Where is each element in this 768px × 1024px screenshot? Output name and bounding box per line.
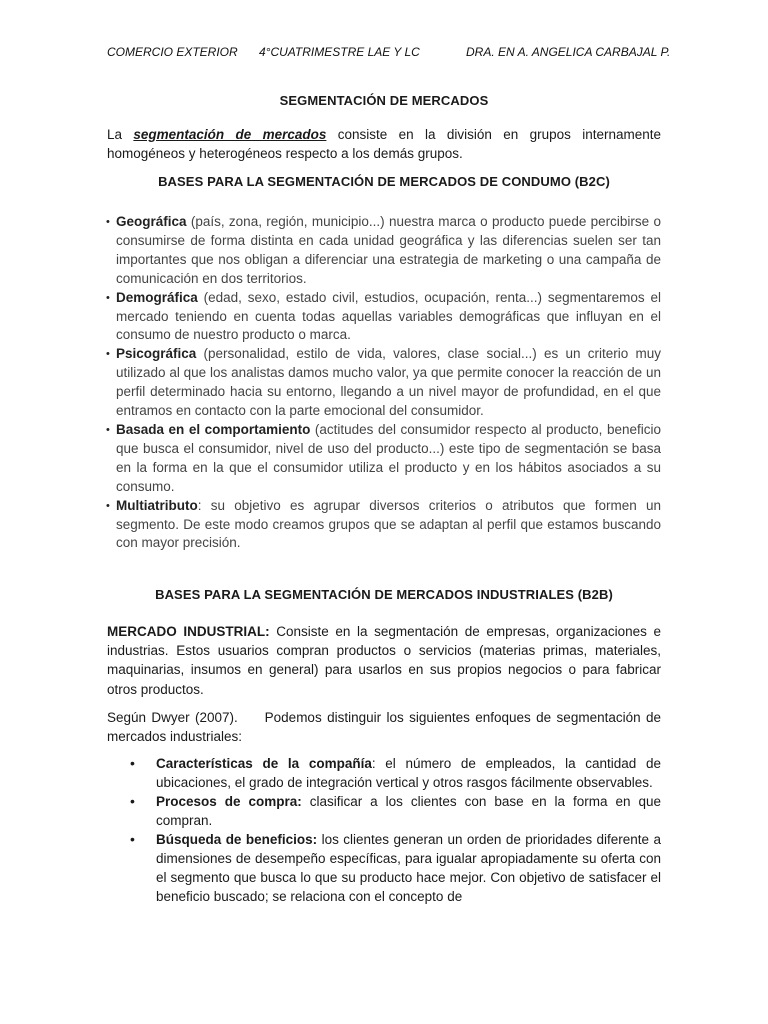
b2c-heading: BASES PARA LA SEGMENTACIÓN DE MERCADOS DE CONDUMO (B2C) [158,174,610,189]
item-term: Características de la compañía [156,756,372,771]
intro-prefix: La [107,127,123,142]
item-text: (actitudes del consumidor respecto al producto, beneficio que busca el consumidor, nivel de uso del producto...) este tipo de segmentación se basa en la forma en la que el consumidor utiliza el producto y en los hábitos asociados a su consumo. [116,421,661,494]
intro-term: segmentación de mercados [133,127,327,142]
b2b-bullet-list [127,754,661,906]
item-text: (país, zona, región, municipio...) nuestra marca o producto puede percibirse o consumirse de forma distinta en cada unidad geográfica y las diferencias suelen ser tan importantes que nos obligan a diferenciar una estrategia de marketing o una campaña de comunicación en dos territorios. [116,214,661,286]
item-text: (edad, sexo, estado civil, estudios, ocupación, renta...) segmentaremos el mercado teniendo en cuenta todas aquellas variables demográficas que influyan en el consumo de nuestro producto o marca. [116,289,661,343]
item-term: Psicográfica [116,346,197,362]
industrial-paragraph [107,622,661,699]
item-term: Geográfica [116,214,187,229]
item-text: : su objetivo es agrupar diversos criterios o atributos que formen un segmento. De este modo creamos grupos que se adaptan al perfil que estamos buscando con mayor precisión. [116,497,661,551]
list-item [107,213,661,289]
item-text: : el número de empleados, la cantidad de ubicaciones, el grado de integración vertical y otros rasgos fácilmente observables. [156,756,661,790]
list-item [107,289,661,346]
list-item [107,421,661,497]
b2b-heading: BASES PARA LA SEGMENTACIÓN DE MERCADOS INDUSTRIALES (B2B) [155,587,613,602]
dwyer-paragraph: Según Dwyer (2007). Podemos distinguir los siguientes enfoques de segmentación de mercados industriales: [107,710,665,745]
intro-paragraph [107,125,661,163]
industrial-term: MERCADO INDUSTRIAL: [107,624,270,639]
item-text: los clientes generan un orden de prioridades diferente a dimensiones de desempeño específicas, para igualar apropiadamente su oferta con el segmento que busca lo que su producto hace mejor. Con objetivo de satisfacer el beneficio buscado; se relaciona con el concepto de [156,832,661,904]
b2c-bullet-list [107,213,661,553]
industrial-text: Consiste en la segmentación de empresas, organizaciones e industrias. Estos usuarios compran productos o servicios (materias primas, materiales, maquinarias, insumos en general) para usarlos en sus propios negocios o para fabricar otros productos. [107,624,661,697]
page-title: SEGMENTACIÓN DE MERCADOS [279,93,489,108]
item-term: Demográfica [116,289,198,305]
intro-rest: consiste en la división en grupos internamente homogéneos y heterogéneos respecto a los demás grupos. [107,127,661,162]
header-term: 4°CUATRIMESTRE LAE Y LC [259,45,420,59]
list-item [127,792,661,830]
item-text: (personalidad, estilo de vida, valores, clase social...) es un criterio muy utilizado al que los analistas damos mucho valor, ya que permite conocer la reacción de un perfil determinado hacia su entorno, llegando a un nivel mayor de profundidad, en el que entramos en contacto con la parte emocional del consumidor. [116,346,661,419]
header-author: DRA. EN A. ANGELICA CARBAJAL P. [466,45,671,59]
item-term: Procesos de compra: [156,794,302,809]
header-course: COMERCIO EXTERIOR [107,45,238,59]
item-term: Búsqueda de beneficios: [156,832,318,847]
item-text: clasificar a los clientes con base en la forma en que compran. [156,794,661,828]
list-item [107,345,661,421]
item-term: Basada en el comportamiento [116,421,311,437]
list-item [127,754,661,792]
list-item [107,497,661,554]
list-item [127,830,661,906]
item-term: Multiatributo [116,497,198,513]
